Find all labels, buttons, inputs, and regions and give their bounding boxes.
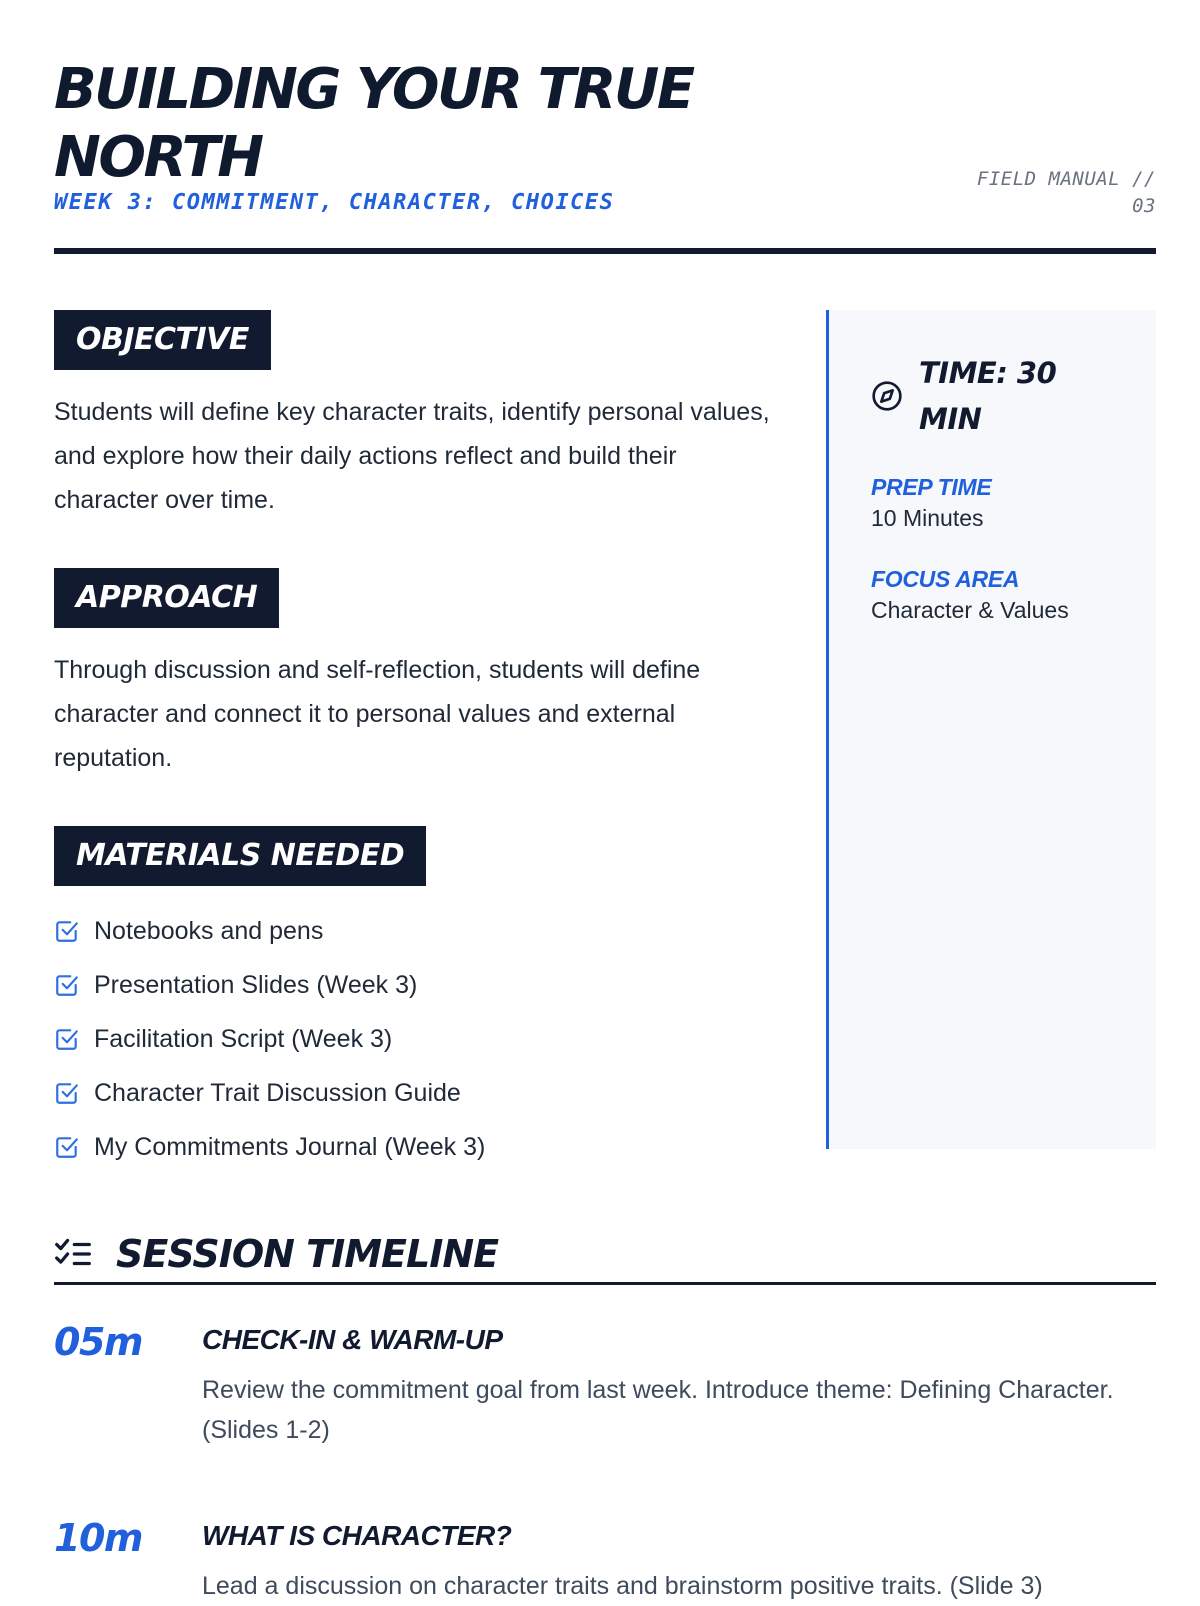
checkbox-icon: [54, 918, 80, 944]
timeline-duration: 05m: [54, 1320, 142, 1364]
prep-time-value: 10 Minutes: [871, 505, 984, 531]
materials-section: [54, 826, 774, 1174]
timeline-item-title: CHECK-IN & WARM-UP: [202, 1324, 503, 1355]
time-line1: TIME: 30: [919, 356, 1057, 390]
field-manual-line2: 03: [1132, 195, 1156, 217]
header-divider: [54, 248, 1156, 254]
list-item: [54, 1066, 774, 1120]
checkbox-icon: [54, 1134, 80, 1160]
page-subtitle: WEEK 3: COMMITMENT, CHARACTER, CHOICES: [54, 190, 615, 215]
objective-section: [54, 310, 774, 522]
session-timeline: [54, 1320, 1156, 1606]
list-item: [54, 1012, 774, 1066]
material-label: Character Trait Discussion Guide: [94, 1078, 461, 1107]
focus-area-label: FOCUS AREA: [871, 566, 1020, 592]
focus-area-value: Character & Values: [871, 597, 1069, 623]
prep-time-label: PREP TIME: [871, 474, 992, 500]
timeline-title: SESSION TIMELINE: [116, 1232, 499, 1276]
material-label: Presentation Slides (Week 3): [94, 970, 418, 999]
timeline-content: [202, 1320, 1156, 1450]
timeline-content: [202, 1516, 1156, 1606]
timeline-divider: [54, 1282, 1156, 1285]
material-label: Notebooks and pens: [94, 916, 324, 945]
page-header: [54, 56, 1156, 217]
list-item: [54, 958, 774, 1012]
time-label: [919, 350, 1056, 442]
main-column: [54, 310, 774, 1174]
list-check-icon: [54, 1237, 92, 1271]
material-label: My Commitments Journal (Week 3): [94, 1132, 486, 1161]
approach-text: Through discussion and self-reflection, students will define character and connect it to personal values and external reputation.: [54, 656, 701, 772]
timeline-item-description: Review the commitment goal from last week. Introduce theme: Defining Character. (Slides 1-2): [202, 1376, 1114, 1444]
session-info-sidebar: [826, 310, 1156, 1149]
field-manual-line1: FIELD MANUAL //: [976, 168, 1156, 190]
material-label: Facilitation Script (Week 3): [94, 1024, 393, 1053]
objective-heading: OBJECTIVE: [54, 310, 271, 370]
timeline-item-title: WHAT IS CHARACTER?: [202, 1520, 512, 1551]
checkbox-icon: [54, 1080, 80, 1106]
session-time: [871, 350, 1126, 442]
timeline-item: [54, 1516, 1156, 1606]
materials-heading: MATERIALS NEEDED: [54, 826, 426, 886]
page-title: BUILDING YOUR TRUE NORTH: [54, 57, 693, 190]
compass-icon: [871, 380, 903, 412]
materials-list: [54, 904, 774, 1174]
approach-heading: APPROACH: [54, 568, 279, 628]
list-item: [54, 904, 774, 958]
timeline-duration: 10m: [54, 1516, 142, 1560]
objective-text: Students will define key character traits, identify personal values, and explore how their daily actions reflect and build their character over time.: [54, 398, 770, 514]
checkbox-icon: [54, 1026, 80, 1052]
timeline-item: [54, 1320, 1156, 1450]
list-item: [54, 1120, 774, 1174]
timeline-item-description: Lead a discussion on character traits and brainstorm positive traits. (Slide 3): [202, 1572, 1043, 1600]
checkbox-icon: [54, 972, 80, 998]
time-line2: MIN: [919, 402, 982, 436]
timeline-header: [54, 1232, 1156, 1276]
approach-section: [54, 568, 774, 780]
field-manual-label: [956, 166, 1156, 220]
